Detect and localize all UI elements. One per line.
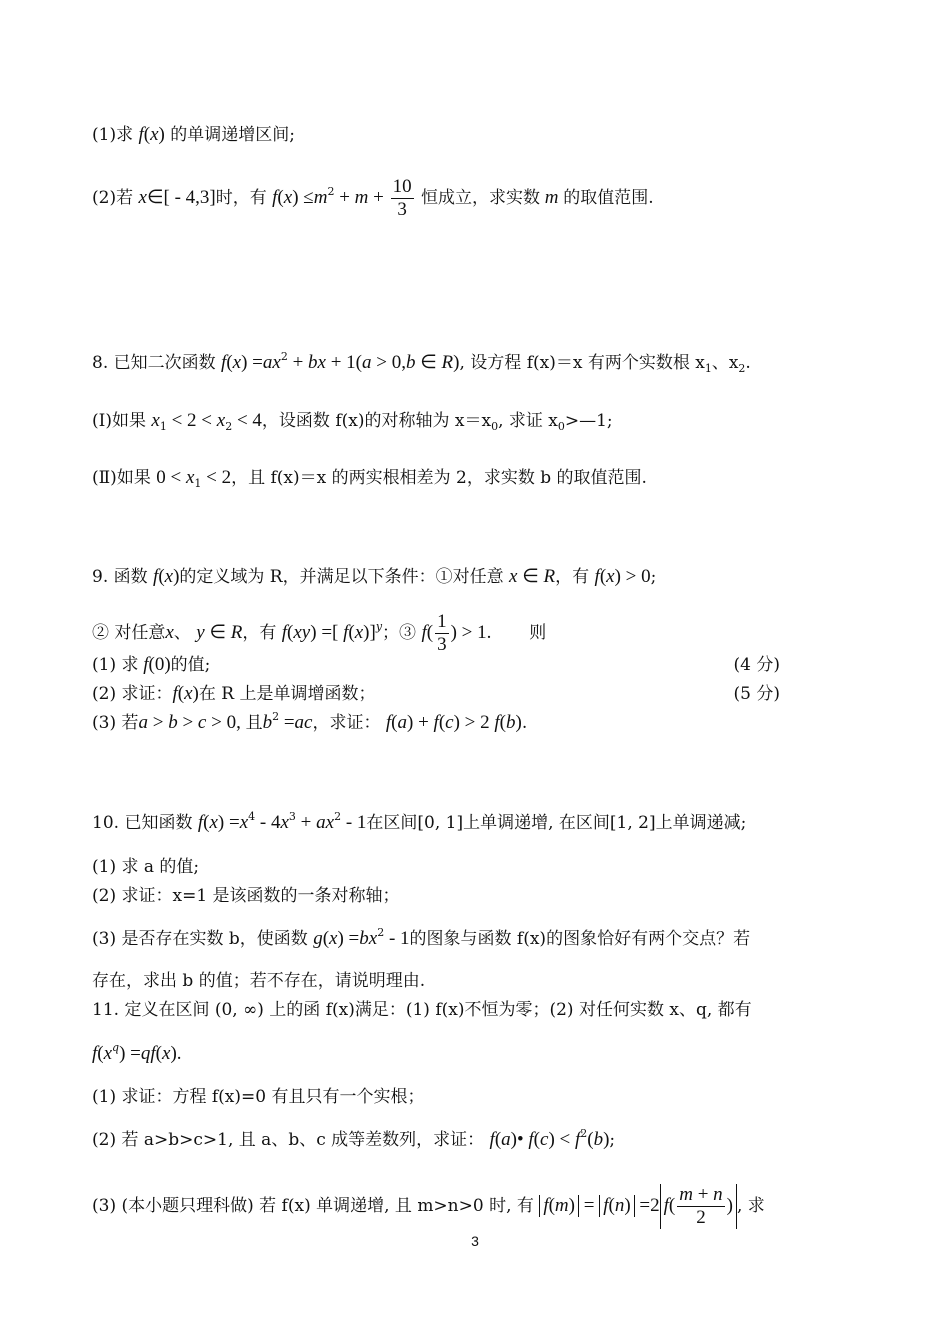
p9-conditions: ② 对任意x、 y ∈ R，有 f(xy) =[ f(x)]$^y$；③ f( $\frac{1}{3}$ ) > 1. 则 xyxy=(92,611,547,655)
p9-q3: (3) 若a > b > c > 0, 且$b^2 =ac$，求证： f(a) + f(c) > 2 f(b). xyxy=(92,710,528,733)
p10-q3-line2: 存在，求出 b 的值；若不存在，请说明理由. xyxy=(92,971,426,991)
p11-q2: (2) 若 a>b>c>1, 且 a、b、c 成等差数列，求证： f(a)• $f(c) < f^2(b)$; xyxy=(92,1127,616,1150)
p9-q2-score: (5 分) xyxy=(733,684,780,704)
p8-part-i: (Ⅰ)如果 $x_1 < 2 < x_2 < 4$，设函数 f(x)的对称轴为 $x=x_0$, 求证 $x_0>—1$; xyxy=(92,410,613,433)
fraction-1-3: $\frac{1}{3}$ xyxy=(437,611,447,655)
p9-q2: (2) 求证：f(x)在 R 上是单调增函数； (5 分) xyxy=(92,683,780,704)
p9-intro: 9. 函数 f(x)的定义域为 R，并满足以下条件：①对任意 x ∈ R，有 f(x) > 0; xyxy=(92,566,657,587)
p11-formula: $f(x^q) =qf(x)$. xyxy=(92,1041,182,1064)
p11-q1: (1) 求证：方程 f(x)=0 有且只有一个实根； xyxy=(92,1087,425,1107)
p9-q1: (1) 求 f(0)的值; (4 分) xyxy=(92,654,780,675)
p10-q3: (3) 是否存在实数 b，使函数 $g(x) =bx^2 - 1$的图象与函数 f(x)的图象恰好有两个交点？若 xyxy=(92,926,751,949)
p10-q1: (1) 求 a 的值; xyxy=(92,857,200,877)
p7-q2: (2)若 x∈[ - 4,3]时，有 $f(x) \le m^2 + m$ + $\frac{10}{3}$ 恒成立，求实数 m 的取值范围. xyxy=(92,176,654,220)
page-number: 3 xyxy=(471,1233,479,1249)
fraction-m-plus-n-over-2: $\frac{m + n}{2}$ xyxy=(679,1184,723,1228)
p9-q1-score: (4 分) xyxy=(733,655,780,675)
fraction-10-3: $\frac{10}{3}$ xyxy=(392,176,412,220)
p10-q2: (2) 求证：x=1 是该函数的一条对称轴； xyxy=(92,886,400,906)
p10-intro: 10. 已知函数 $f(x) =x^4 - 4x^3 + ax^2 - 1$在区间[0, 1]上单调递增, 在区间[1, 2]上单调递减; xyxy=(92,810,747,833)
p11-q3: (3) (本小题只理科做) 若 f(x) 单调递增, 且 m>n>0 时, 有 f(m) = f(n) =2 f( $\frac{m + n}{2}$ ) , 求 xyxy=(92,1184,765,1228)
p8-part-ii: (Ⅱ)如果 $0 < x_1 < 2$，且 f(x)＝x 的两实根相差为 2，求实数 b 的取值范围. xyxy=(92,467,647,490)
p7-q1: (1)求 f(x) 的单调递增区间; xyxy=(92,124,296,145)
p11-intro: 11. 定义在区间 (0, ∞) 上的函 f(x)满足：(1) f(x)不恒为零；(2) 对任何实数 x、q, 都有 xyxy=(92,1000,752,1020)
p8-intro: 8. 已知二次函数 $f(x) =ax^2$ + bx + 1(a > 0,b ∈ R), 设方程 f(x)＝x 有两个实数根 $x_1$、$x_2$. xyxy=(92,350,751,375)
